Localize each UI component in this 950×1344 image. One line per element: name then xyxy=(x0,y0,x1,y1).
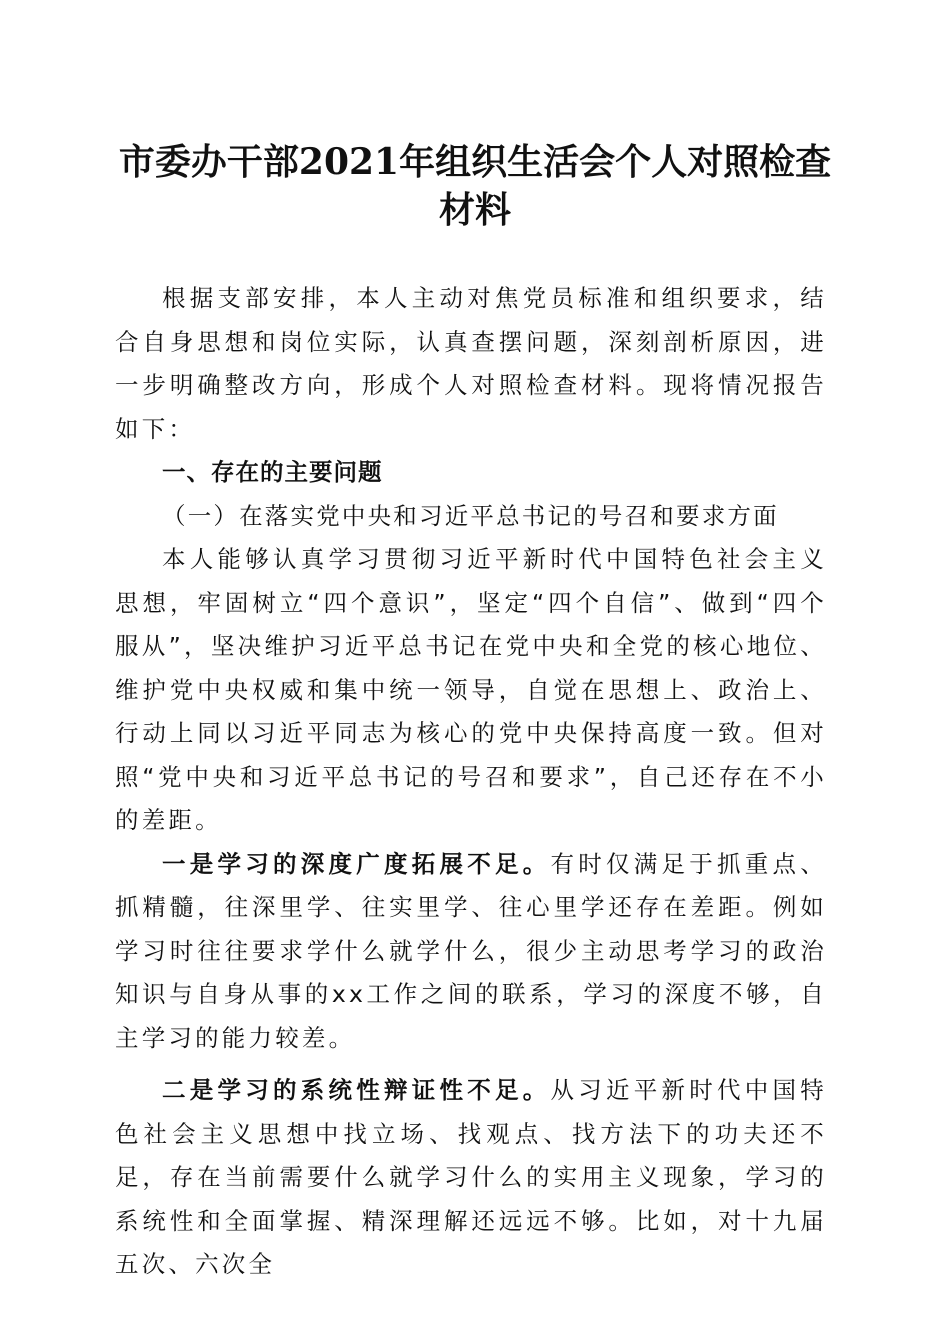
point-1-paragraph xyxy=(115,843,827,1061)
section-heading: 一、存在的主要问题 xyxy=(162,458,383,486)
subsection-heading: （一）在落实党中央和习近平总书记的号召和要求方面 xyxy=(162,501,779,530)
point-2-lead: 二是学习的系统性辩证性不足。 xyxy=(162,1076,551,1104)
document-title: 市委办干部2021年组织生活会个人对照检查材料 xyxy=(118,141,832,231)
overview-paragraph: 本人能够认真学习贯彻习近平新时代中国特色社会主义思想，牢固树立“四个意识”，坚定“四个自信”、做到“四个服从”，坚决维护习近平总书记在党中央和全党的核心地位、维护党中央权威和集中统一领导，自觉在思想上、政治上、行动上同以习近平同志为核心的党中央保持高度一致。但对照“党中央和习近平总书记的号召和要求”，自己还存在不小的差距。 xyxy=(115,545,827,834)
intro-paragraph: 根据支部安排，本人主动对焦党员标准和组织要求，结合自身思想和岗位实际，认真查摆问题，深刻剖析原因，进一步明确整改方向，形成个人对照检查材料。现将情况报告如下： xyxy=(115,284,827,443)
point-1-text: 有时仅满足于抓重点、抓精髓，往深里学、往实里学、往心里学还存在差距。例如学习时往往要求学什么就学什么，很少主动思考学习的政治知识与自身从事的xx工作之间的联系，学习的深度不够，自主学习的能力较差。 xyxy=(115,849,827,1052)
point-2-text: 从习近平新时代中国特色社会主义思想中找立场、找观点、找方法下的功夫还不足，存在当前需要什么就学习什么的实用主义现象，学习的系统性和全面掌握、精深理解还远远不够。比如，对十九届五次、六次全 xyxy=(115,1076,827,1278)
document-body xyxy=(115,277,827,1287)
point-2-paragraph xyxy=(115,1069,827,1287)
point-1-lead: 一是学习的深度广度拓展不足。 xyxy=(162,849,551,878)
